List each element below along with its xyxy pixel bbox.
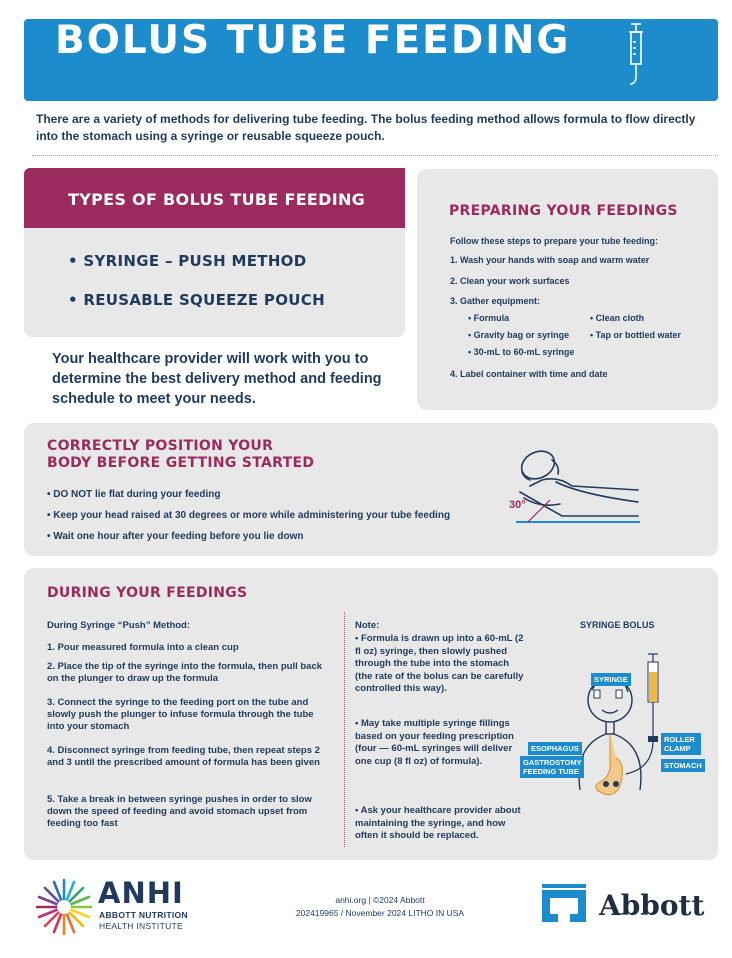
roller-clamp-label: ROLLER CLAMP: [661, 733, 701, 755]
during-step: 2. Place the tip of the syringe into the formula, then pull back on the plunger to draw up the formula: [47, 661, 323, 684]
equipment-item: • Tap or bottled water: [590, 330, 681, 340]
intro-text: There are a variety of methods for delivering tube feeding. The bolus feeding method allows formula to flow directly into the stomach using a syringe or reusable squeeze pouch.: [36, 112, 696, 143]
position-item: • DO NOT lie flat during your feeding: [47, 489, 221, 500]
anhi-logo-icon: [34, 877, 94, 937]
anhi-line1: ABBOTT NUTRITION: [99, 910, 188, 920]
preparing-title: PREPARING YOUR FEEDINGS: [449, 203, 678, 219]
during-step: 5. Take a break in between syringe pushes in order to slow down the speed of feeding and avoid stomach upset from feeding too fast: [47, 794, 312, 829]
provider-text: Your healthcare provider will work with you to determine the best delivery method and feeding schedule to meet your needs.: [52, 351, 382, 407]
note-item: • Ask your healthcare provider about maintaining the syringe, and how often it should be replaced.: [355, 805, 521, 841]
divider: [32, 155, 718, 156]
gastrostomy-label: GASTROSTOMY FEEDING TUBE: [520, 756, 584, 778]
angle-label: 30°: [509, 499, 526, 511]
footer-info: [250, 894, 510, 920]
note-item: • May take multiple syringe fillings based on your feeding prescription (four — 60-mL syringes will deliver one cup (8 fl oz) of formula).: [355, 718, 514, 767]
syringe-icon: [624, 22, 648, 98]
types-item: • REUSABLE SQUEEZE POUCH: [68, 291, 325, 309]
during-step: 1. Pour measured formula into a clean cup: [47, 642, 239, 653]
equipment-item: • Gravity bag or syringe: [468, 330, 570, 340]
footer-line: 202419965 / November 2024 LITHO IN USA: [295, 908, 465, 918]
vertical-divider: [344, 612, 345, 847]
equipment-item: • Formula: [468, 313, 510, 323]
anhi-line2: HEALTH INSTITUTE: [99, 921, 183, 931]
footer-line: anhi.org | ©2024 Abbott: [335, 895, 425, 905]
preparing-intro: Follow these steps to prepare your tube feeding:: [450, 236, 659, 246]
during-title: DURING YOUR FEEDINGS: [47, 585, 248, 601]
esophagus-label: ESOPHAGUS: [528, 742, 582, 755]
types-title: TYPES OF BOLUS TUBE FEEDING: [68, 190, 366, 209]
position-title-line: BODY BEFORE GETTING STARTED: [47, 455, 315, 471]
position-item: • Keep your head raised at 30 degrees or more while administering your tube feeding: [47, 510, 451, 521]
abbott-wordmark: Abbott: [599, 889, 705, 922]
preparing-step: 1. Wash your hands with soap and warm water: [450, 255, 650, 265]
position-title-line: CORRECTLY POSITION YOUR: [47, 438, 274, 454]
preparing-step: 4. Label container with time and date: [450, 369, 608, 379]
reclined-person-illustration: [500, 438, 650, 528]
note-title: Note:: [355, 620, 380, 631]
equipment-item: • 30-mL to 60-mL syringe: [468, 347, 575, 357]
note-item: • Formula is drawn up into a 60-mL (2 fl oz) syringe, then slowly pushed through the tube into the stomach (the rate of the bolus can be carefully controlled this way).: [355, 633, 524, 694]
preparing-step: 2. Clean your work surfaces: [450, 276, 570, 286]
diagram-title: SYRINGE BOLUS: [580, 620, 655, 630]
abbott-logo-icon: [538, 884, 590, 926]
preparing-step: 3. Gather equipment:: [450, 296, 541, 306]
method-title: During Syringe “Push” Method:: [47, 620, 191, 631]
types-item: • SYRINGE – PUSH METHOD: [68, 252, 307, 270]
syringe-label: SYRINGE: [591, 673, 631, 686]
page-title: BOLUS TUBE FEEDING: [55, 18, 571, 63]
during-step: 3. Connect the syringe to the feeding port on the tube and slowly push the plunger to infuse formula through the tube into your stomach: [47, 697, 314, 732]
position-title: [47, 438, 314, 472]
during-step: 4. Disconnect syringe from feeding tube, then repeat steps 2 and 3 until the prescribed amount of formula has been given: [47, 745, 320, 768]
equipment-item: • Clean cloth: [590, 313, 645, 323]
stomach-label: STOMACH: [661, 759, 705, 772]
anhi-wordmark: ANHI: [98, 876, 184, 910]
position-item: • Wait one hour after your feeding before you lie down: [47, 531, 304, 542]
